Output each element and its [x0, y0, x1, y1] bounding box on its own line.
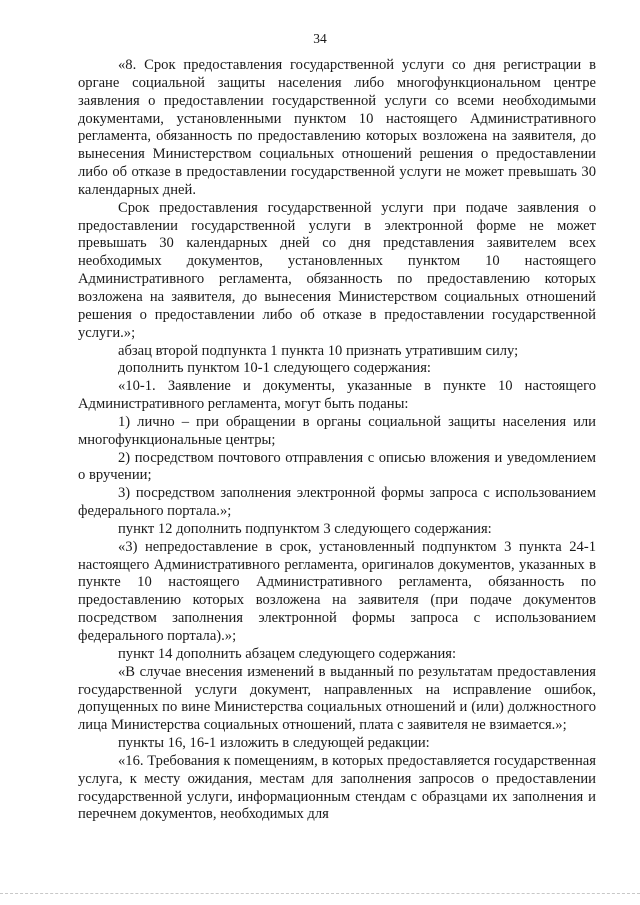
page-number: 34 — [313, 31, 327, 46]
paragraph: пункты 16, 16-1 изложить в следующей редакции: — [118, 735, 430, 752]
paragraph: 1) лично – при обращении в органы социальной защиты населения или многофункциональные центры; — [78, 413, 596, 448]
document-body — [78, 57, 596, 824]
paragraph: «В случае внесения изменений в выданный по результатам предоставления государственной услуги документ, направленных на исправление ошибок, допущенных по вине Министерства социальных отношений и (или) должностного лица Министерства социальных отношений, плата с заявителя не взимается.»; — [78, 663, 596, 734]
paragraph: дополнить пунктом 10-1 следующего содержания: — [118, 360, 431, 377]
paragraph: пункт 12 дополнить подпунктом 3 следующего содержания: — [118, 520, 492, 537]
paragraph: 2) посредством почтового отправления с описью вложения и уведомлением о вручении; — [78, 449, 596, 484]
paragraph: «10-1. Заявление и документы, указанные в пункте 10 настоящего Административного регламента, могут быть поданы: — [78, 378, 596, 413]
paragraph: 3) посредством заполнения электронной формы запроса с использованием федерального портала.»; — [78, 485, 596, 520]
paragraph: абзац второй подпункта 1 пункта 10 признать утратившим силу; — [118, 342, 519, 359]
paragraph: «8. Срок предоставления государственной услуги со дня регистрации в органе социальной защиты населения либо многофункциональном центре заявления о предоставлении государственной услуги со всеми необходимыми документами, установленными пунктом 10 настоящего Административного регламента, обязанность по предоставлению которых возложена на заявителя, до вынесения Министерством социальных отношений решения о предоставлении либо об отказе в предоставлении государственной услуги не может превышать 30 календарных дней. — [78, 57, 596, 198]
paragraph: Срок предоставления государственной услуги при подаче заявления о предоставлении государственной услуги в электронной форме не может превышать 30 календарных дней со дня представления заявителем всех необходимых документов, установленных пунктом 10 настоящего Административного регламента, обязанность по предоставлению которых возложена на заявителя, до вынесения Министерством социальных отношений решения о предоставлении либо об отказе в предоставлении государственной услуги.»; — [78, 199, 596, 341]
paragraph: «16. Требования к помещениям, в которых предоставляется государственная услуга, к месту ожидания, местам для заполнения запросов о предоставлении государственной услуги, информационным стендам с образцами их заполнения и перечнем документов, необходимых для — [78, 752, 596, 823]
paragraph: «3) непредоставление в срок, установленный подпунктом 3 пункта 24-1 настоящего Административного регламента, оригиналов документов, указанных в пункте 10 настоящего Административного регламента, обязанность по предоставлению которых возложена на заявителя (при подаче документов посредством заполнения электронной формы запроса с использованием федерального портала).»; — [78, 538, 596, 644]
page-bottom-rule — [0, 893, 640, 894]
paragraph: пункт 14 дополнить абзацем следующего содержания: — [118, 645, 457, 662]
